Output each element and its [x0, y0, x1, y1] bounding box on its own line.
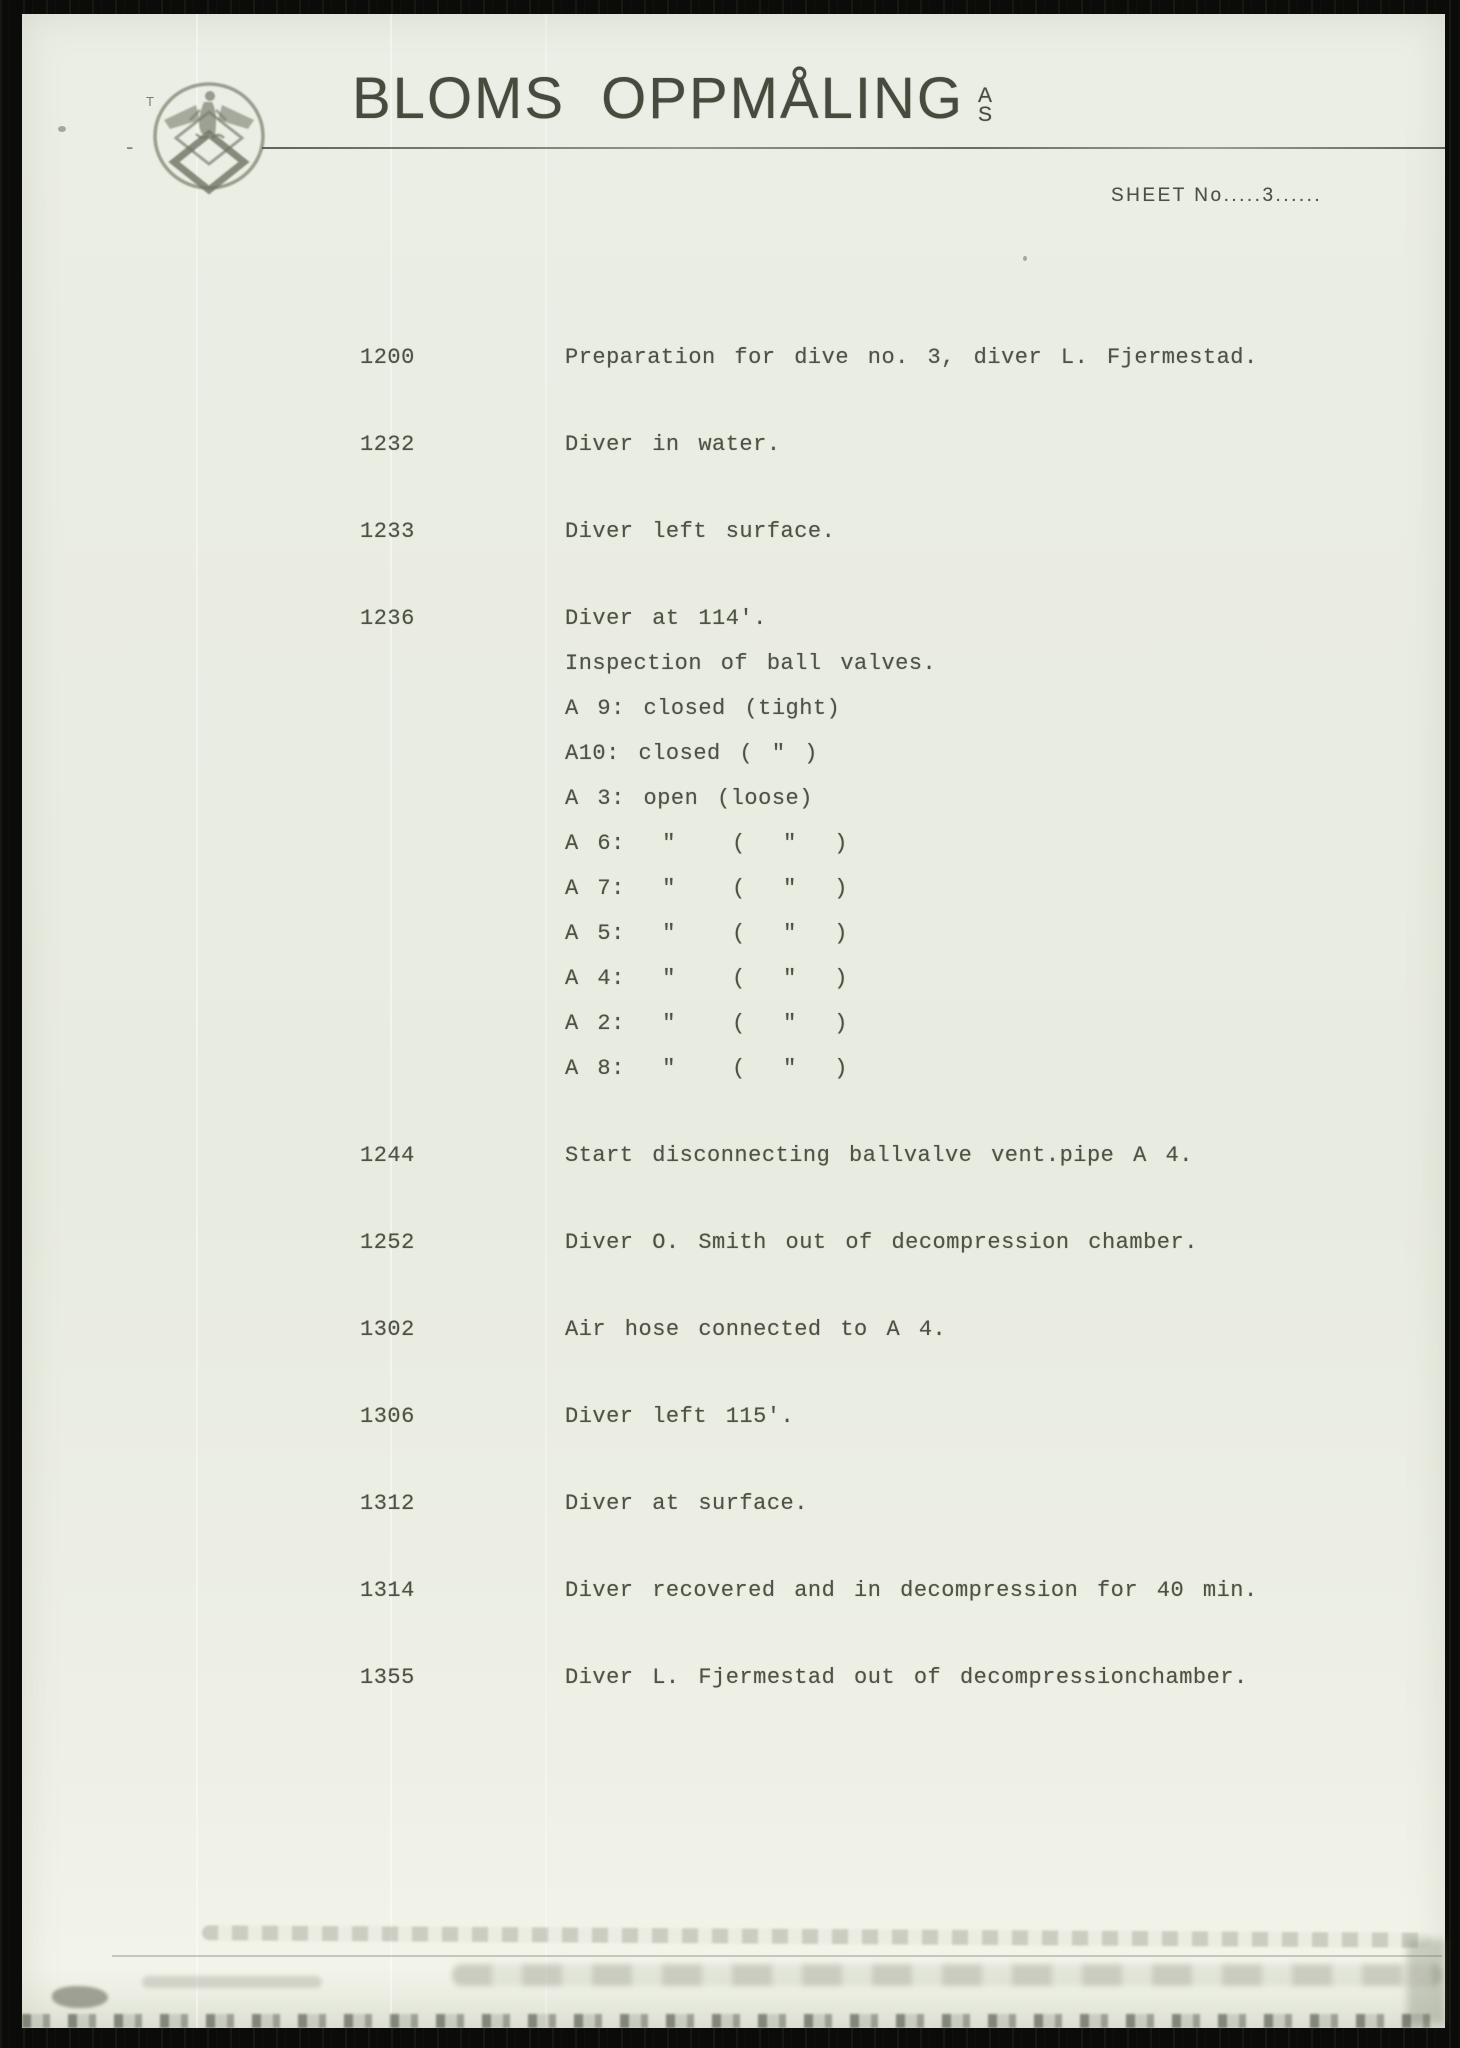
entry-time: 1236	[360, 606, 415, 631]
entry-line: Diver left 115'.	[565, 1404, 795, 1429]
entry-line: Air hose connected to A 4.	[565, 1317, 947, 1342]
header-rule	[262, 147, 1445, 149]
scan-smudge	[452, 1964, 1442, 1986]
log-entry	[360, 1133, 1445, 1178]
entry-line: A 5: " ( " )	[565, 921, 848, 946]
entry-description	[565, 1220, 1445, 1265]
entry-description	[565, 1655, 1445, 1700]
scan-smudge	[1407, 1939, 1445, 2024]
scan-smudge	[142, 1976, 322, 1988]
entry-description	[565, 1133, 1445, 1178]
entry-time: 1232	[360, 432, 415, 457]
company-name	[352, 66, 993, 131]
suffix-s: S	[978, 103, 993, 126]
log-entry	[360, 1394, 1445, 1439]
paper-sheet	[22, 14, 1445, 2028]
entry-line: Inspection of ball valves.	[565, 651, 937, 676]
entry-line: Diver at 114'.	[565, 606, 767, 631]
entry-line: Preparation for dive no. 3, diver L. Fjermestad.	[565, 345, 1258, 370]
entry-time: 1355	[360, 1665, 415, 1690]
log-entry	[360, 1307, 1445, 1352]
log-entry	[360, 596, 1445, 1091]
entry-description	[565, 596, 1445, 1091]
scan-smudge	[202, 1925, 1432, 1948]
scan-smudge	[112, 1955, 1442, 1957]
dive-log	[22, 335, 1445, 1742]
entry-line: A 2: " ( " )	[565, 1011, 848, 1036]
scan-smudge	[22, 2014, 1445, 2028]
log-entry	[360, 1220, 1445, 1265]
entry-time: 1200	[360, 345, 415, 370]
log-entry	[360, 509, 1445, 554]
entry-line: A 3: open (loose)	[565, 786, 813, 811]
entry-line: A 4: " ( " )	[565, 966, 848, 991]
scan-smudge	[52, 1986, 108, 2008]
log-entry	[360, 1655, 1445, 1700]
entry-line: A 6: " ( " )	[565, 831, 848, 856]
entry-time: 1314	[360, 1578, 415, 1603]
entry-time: 1306	[360, 1404, 415, 1429]
entry-line: Diver in water.	[565, 432, 781, 457]
scan-speck	[58, 126, 66, 132]
entry-line: A 8: " ( " )	[565, 1056, 848, 1081]
log-entry	[360, 422, 1445, 467]
entry-time: 1302	[360, 1317, 415, 1342]
suffix-a: A	[978, 84, 993, 107]
sheet-number-line: SHEET No.....3......	[1111, 185, 1323, 206]
entry-line: Diver L. Fjermestad out of decompressionchamber.	[565, 1665, 1248, 1690]
entry-description	[565, 335, 1445, 380]
scan-speck	[1023, 256, 1027, 261]
entry-description	[565, 1394, 1445, 1439]
entry-time: 1312	[360, 1491, 415, 1516]
entry-description	[565, 1568, 1445, 1613]
entry-description	[565, 509, 1445, 554]
entry-line: Diver left surface.	[565, 519, 836, 544]
log-entry	[360, 1568, 1445, 1613]
entry-line: Diver O. Smith out of decompression chamber.	[565, 1230, 1198, 1255]
log-entry	[360, 1481, 1445, 1526]
stamp-dash-mark: -	[126, 134, 134, 159]
entry-time: 1252	[360, 1230, 415, 1255]
entry-description	[565, 1307, 1445, 1352]
company-stamp-logo	[150, 76, 268, 200]
entry-description	[565, 1481, 1445, 1526]
entry-time: 1244	[360, 1143, 415, 1168]
entry-line: A 9: closed (tight)	[565, 696, 841, 721]
company-name-text: BLOMS OPPMÅLING	[352, 66, 965, 131]
entry-line: Diver at surface.	[565, 1491, 808, 1516]
company-suffix-as	[978, 86, 992, 124]
log-entry	[360, 335, 1445, 380]
entry-line: Start disconnecting ballvalve vent.pipe A 4.	[565, 1143, 1193, 1168]
entry-line: A 7: " ( " )	[565, 876, 848, 901]
stamp-t-mark: T	[146, 94, 154, 109]
entry-line: A10: closed ( " )	[565, 741, 818, 766]
entry-description	[565, 422, 1445, 467]
entry-time: 1233	[360, 519, 415, 544]
entry-line: Diver recovered and in decompression for 40 min.	[565, 1578, 1258, 1603]
